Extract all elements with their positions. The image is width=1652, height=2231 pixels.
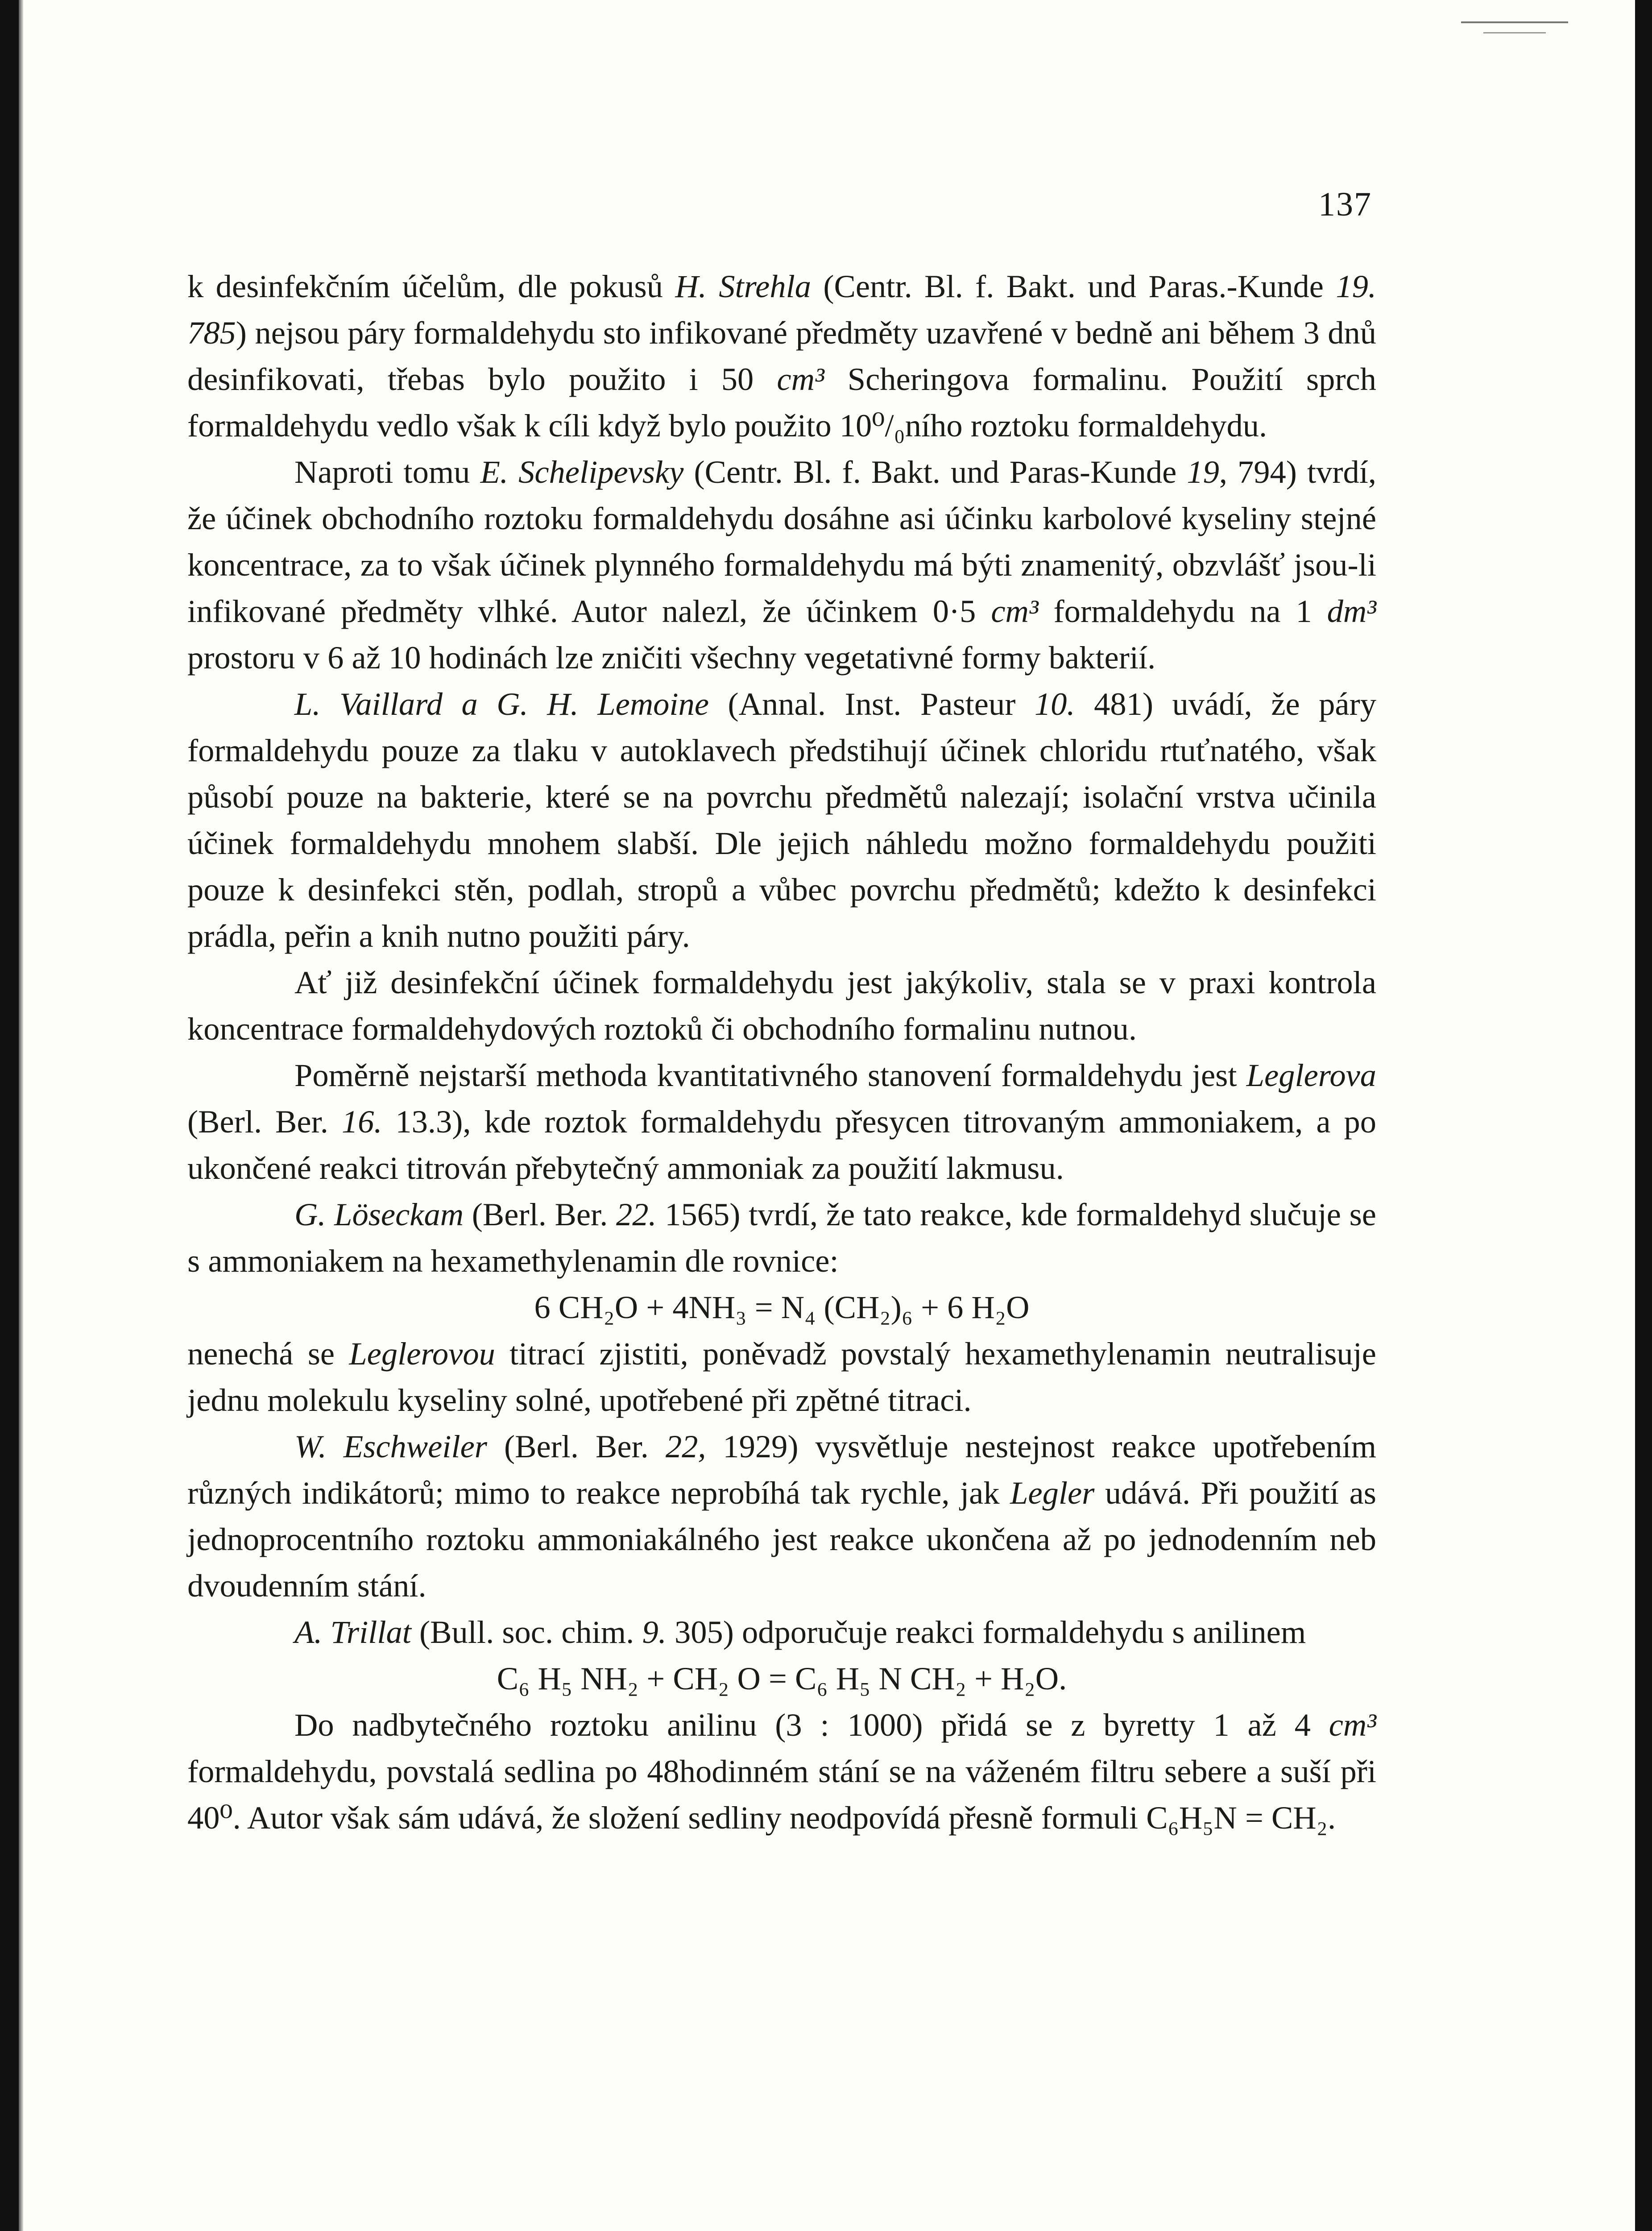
text-run: 305) odporučuje reakci formaldehydu s anilinem	[666, 1614, 1306, 1650]
text-run: 13.3), kde roztok formaldehydu přesycen titrovaným ammoniakem, a po ukončené reakci titrován přebytečný ammoniak za použití lakmusu.	[187, 1103, 1376, 1186]
text-run: 1929) vysvětluje nestejnost reakce upotřebením různých indikátorů; mimo to reakce neprobíhá tak rychle, jak	[187, 1428, 1376, 1511]
italic-text: cm³	[991, 593, 1039, 629]
paragraph	[187, 1423, 1376, 1609]
text-run: Poměrně nejstarší methoda kvantitativného stanovení formaldehydu jest	[294, 1057, 1246, 1093]
text-run: titrací zjistiti, poněvadž povstalý hexamethylenamin neutralisuje jednu molekulu kyseliny solné, upotřebené při zpětné titraci.	[187, 1335, 1376, 1418]
italic-text: dm³	[1327, 593, 1376, 629]
paragraph	[187, 263, 1376, 449]
paragraph	[187, 959, 1376, 1052]
italic-text: 19. 785	[187, 268, 1376, 351]
paragraph	[187, 1191, 1376, 1284]
paragraph	[187, 1609, 1376, 1655]
paragraph	[187, 1052, 1376, 1191]
italic-text: 9.	[642, 1614, 667, 1650]
paragraph	[187, 1702, 1376, 1841]
equation: 6 CH₂O + 4NH₃ = N₄ (CH₂)₆ + 6 H₂O	[534, 1289, 1030, 1325]
italic-text: 16.	[341, 1103, 382, 1140]
text-run: (Berl. Ber.	[464, 1196, 616, 1232]
page-number: 137	[1318, 186, 1372, 223]
text-run: (Annal. Inst. Pasteur	[709, 686, 1035, 722]
italic-text: cm³	[1329, 1707, 1376, 1743]
italic-text: H. Strehla	[675, 268, 811, 304]
italic-text: cm³	[777, 361, 824, 397]
text-run: (Centr. Bl. f. Bakt. und Paras-Kunde	[683, 454, 1187, 490]
text-run: formaldehydu na 1	[1038, 593, 1327, 629]
text-run: Do nadbytečného roztoku anilinu (3 : 1000) přidá se z byretty 1 až 4	[294, 1707, 1329, 1743]
italic-text: 22,	[665, 1428, 706, 1464]
equation: C₆ H₅ NH₂ + CH₂ O = C₆ H₅ N CH₂ + H₂O.	[497, 1660, 1067, 1696]
text-run: 1565) tvrdí, že tato reakce, kde formaldehyd slučuje se s ammoniakem na hexamethylenamin dle rovnice:	[187, 1196, 1376, 1279]
scan-border-left-edge	[19, 0, 23, 2231]
italic-text: E. Schelipevsky	[480, 454, 684, 490]
italic-text: A. Trillat	[294, 1614, 411, 1650]
italic-text: 19	[1187, 454, 1219, 490]
text-run: Ať již desinfekční účinek formaldehydu jest jakýkoliv, stala se v praxi kontrola koncentrace formaldehydových roztoků či obchodního formalinu nutnou.	[187, 964, 1376, 1047]
italic-text: Leglerovou	[349, 1335, 495, 1372]
italic-text: 10.	[1034, 686, 1075, 722]
text-run: (Berl. Ber.	[187, 1103, 342, 1140]
text-run: k desinfekčním účelům, dle pokusů	[187, 268, 675, 304]
italic-text: Leglerova	[1246, 1057, 1376, 1093]
paragraph	[187, 1331, 1376, 1423]
text-run: , 794) tvrdí, že účinek obchodního roztoku formaldehydu dosáhne asi účinku karbolové kyseliny stejné koncentrace, za to však účinek plynného formaldehydu má býti znamenitý, obzvlášť jsou-li infikované předměty vlhké. Autor nalezl, že účinkem 0·5	[187, 454, 1376, 629]
italic-text: W. Eschweiler	[294, 1428, 487, 1464]
scan-artifact	[1461, 21, 1568, 23]
paragraph	[187, 681, 1376, 959]
text-run: (Centr. Bl. f. Bakt. und Paras.-Kunde	[811, 268, 1336, 304]
text-run: udává. Při použití as jednoprocentního roztoku ammoniakálného jest reakce ukončena až po jednodenním neb dvoudenním stání.	[187, 1475, 1376, 1604]
text-run: (Bull. soc. chim.	[411, 1614, 642, 1650]
italic-text: L. Vaillard a G. H. Lemoine	[294, 686, 709, 722]
text-run: Naproti tomu	[294, 454, 480, 490]
body-text	[187, 263, 1376, 1841]
text-run: (Berl. Ber.	[487, 1428, 666, 1464]
text-run: nenechá se	[187, 1335, 349, 1372]
text-run: formaldehydu, povstalá sedlina po 48hodinném stání se na váženém filtru sebere a suší při 40⁰. Autor však sám udává, že složení sedliny neodpovídá přesně formuli C₆H₅N = CH₂.	[187, 1753, 1376, 1836]
text-run: Scheringova formalinu. Použití sprch formaldehydu vedlo však k cíli když bylo použito 10⁰/₀ního roztoku formaldehydu.	[187, 361, 1376, 444]
paragraph	[187, 449, 1376, 681]
italic-text: 22.	[616, 1196, 657, 1232]
scan-border-right	[1635, 0, 1652, 2231]
italic-text: Legler	[1010, 1475, 1095, 1511]
text-run: 481) uvádí, že páry formaldehydu pouze za tlaku v autoklavech předstihují účinek chloridu rtuťnatého, však působí pouze na bakterie, které se na povrchu předmětů nalezají; isolační vrstva učinila účinek formaldehydu mnohem slabší. Dle jejich náhledu možno formaldehydu použiti pouze k desinfekci stěn, podlah, stropů a vůbec povrchu předmětů; kdežto k desinfekci prádla, peřin a knih nutno použiti páry.	[187, 686, 1376, 954]
text-run: ) nejsou páry formaldehydu sto infikované předměty uzavřené v bedně ani během 3 dnů desinfikovati, třebas bylo použito i 50	[187, 315, 1376, 397]
scan-artifact	[1483, 32, 1546, 33]
italic-text: G. Löseckam	[294, 1196, 464, 1232]
text-run: prostoru v 6 až 10 hodinách lze zničiti všechny vegetativné formy bakterií.	[187, 639, 1156, 676]
scan-border-left	[0, 0, 19, 2231]
